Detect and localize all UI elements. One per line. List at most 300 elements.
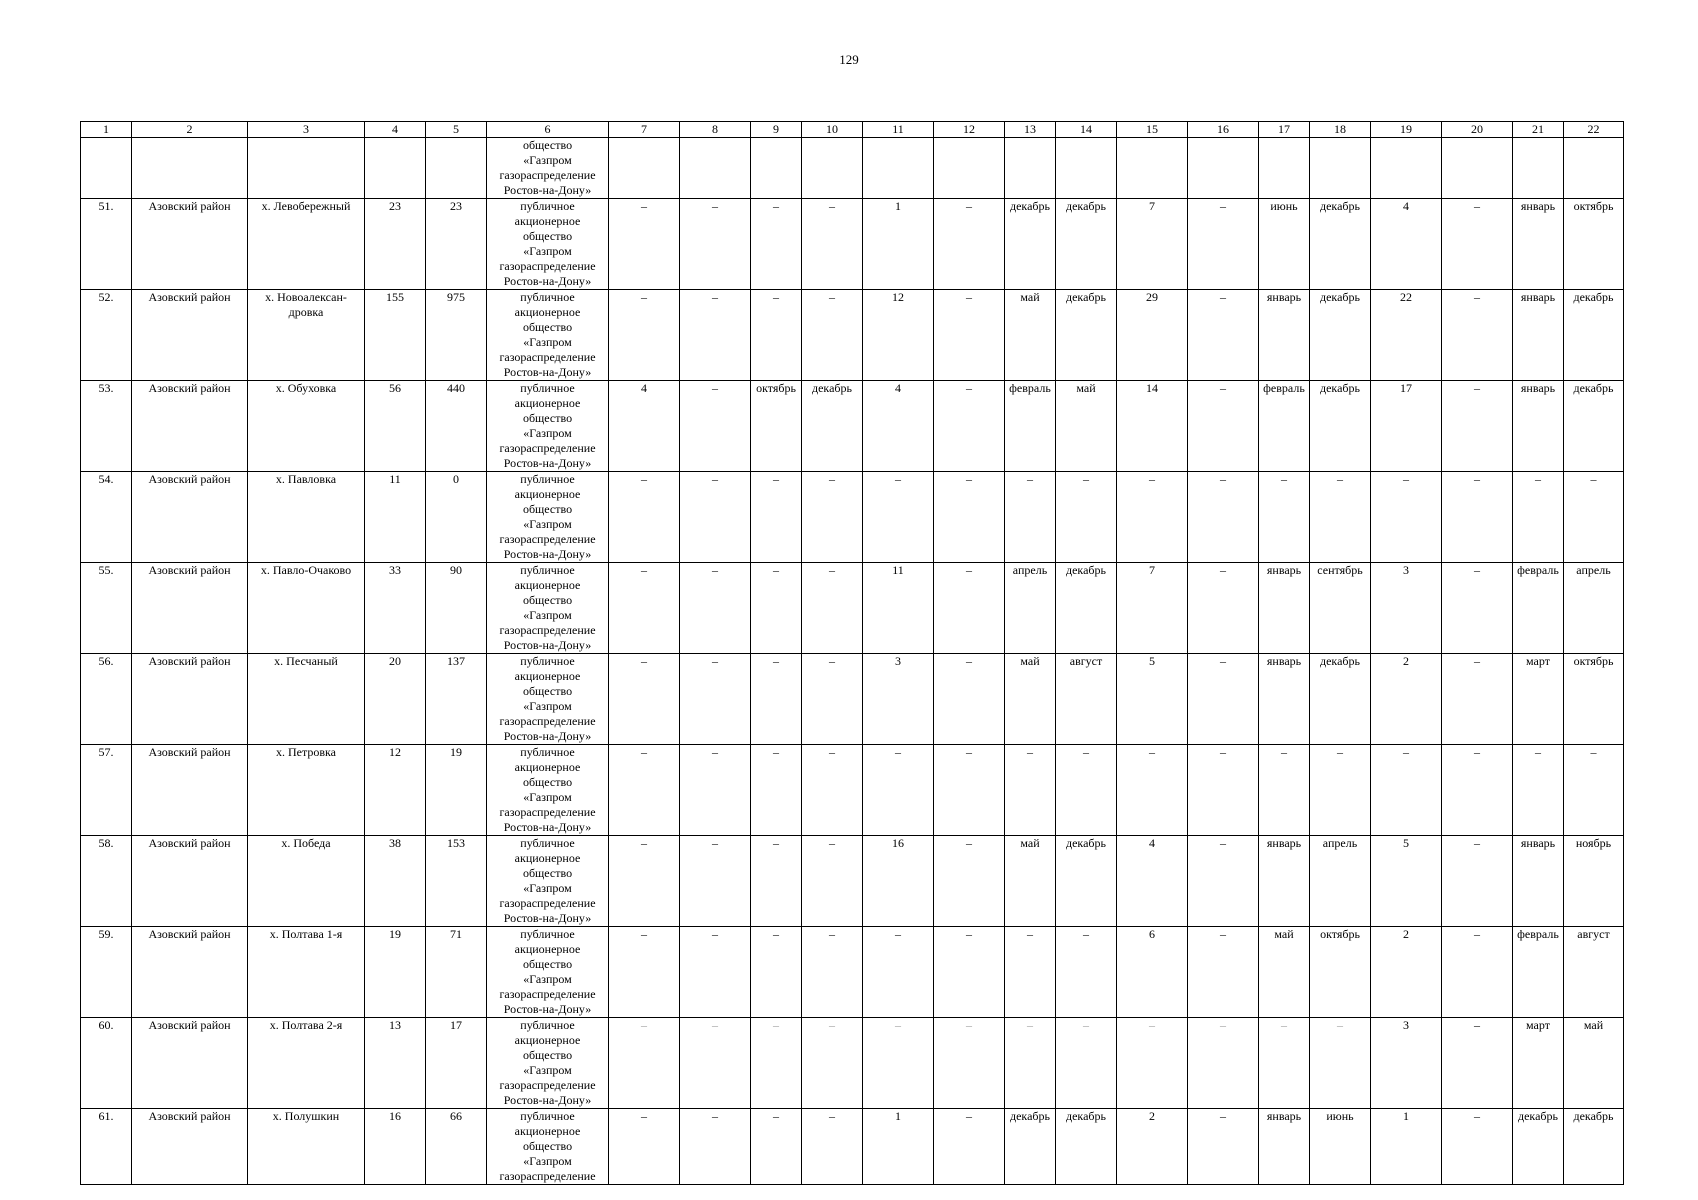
district-cell: Азовский район [132, 1109, 248, 1185]
col20-cell: – [1442, 199, 1513, 290]
org-cell [487, 138, 609, 199]
col22-cell: – [1564, 745, 1624, 836]
col19-cell: 1 [1371, 1109, 1442, 1185]
org-line: акционерное [514, 214, 581, 228]
row-number: 54. [81, 472, 132, 563]
col4-cell: 38 [365, 836, 426, 927]
col5-cell: 23 [426, 199, 487, 290]
district-cell: Азовский район [132, 381, 248, 472]
district-cell: Азовский район [132, 927, 248, 1018]
org-line: «Газпром [523, 1063, 572, 1077]
col7-cell: – [609, 1109, 680, 1185]
col10-cell: – [802, 563, 863, 654]
org-line: Ростов-на-Дону» [503, 638, 592, 652]
column-header: 2 [132, 122, 248, 138]
col11-cell: 1 [863, 199, 934, 290]
col11-cell: 11 [863, 563, 934, 654]
org-line: газораспределение [499, 714, 596, 728]
org-line: «Газпром [523, 699, 572, 713]
col19-cell: 4 [1371, 199, 1442, 290]
table-row [81, 290, 1624, 381]
org-line: общество [522, 593, 573, 607]
org-line: публичное [520, 290, 575, 304]
table-row [81, 199, 1624, 290]
col16-cell: – [1188, 836, 1259, 927]
empty-cell [1259, 138, 1310, 199]
col15-cell: – [1117, 472, 1188, 563]
col10-cell: – [802, 836, 863, 927]
col10-cell: – [802, 472, 863, 563]
col18-cell: декабрь [1310, 290, 1371, 381]
col20-cell: – [1442, 654, 1513, 745]
col9-cell: – [751, 654, 802, 745]
column-header: 22 [1564, 122, 1624, 138]
org-line: акционерное [514, 487, 581, 501]
col13-cell: май [1005, 290, 1056, 381]
empty-cell [426, 138, 487, 199]
district-cell: Азовский район [132, 1018, 248, 1109]
col12-cell: – [934, 836, 1005, 927]
empty-cell [1005, 138, 1056, 199]
col16-cell: – [1188, 563, 1259, 654]
col13-cell: декабрь [1005, 199, 1056, 290]
column-header: 16 [1188, 122, 1259, 138]
col15-cell: 4 [1117, 836, 1188, 927]
col4-cell: 20 [365, 654, 426, 745]
col14-cell: декабрь [1056, 836, 1117, 927]
empty-cell [1117, 138, 1188, 199]
col12-cell: – [934, 1018, 1005, 1109]
col5-cell: 17 [426, 1018, 487, 1109]
col13-cell: февраль [1005, 381, 1056, 472]
col17-cell: январь [1259, 654, 1310, 745]
col4-cell: 155 [365, 290, 426, 381]
column-header: 18 [1310, 122, 1371, 138]
locality-cell: х. Полушкин [248, 1109, 365, 1185]
col19-cell: – [1371, 472, 1442, 563]
col10-cell: – [802, 1109, 863, 1185]
org-line: акционерное [514, 1124, 581, 1138]
col10-cell: – [802, 745, 863, 836]
col19-cell: 2 [1371, 654, 1442, 745]
col12-cell: – [934, 654, 1005, 745]
org-line: газораспределение [499, 623, 596, 637]
col21-cell: – [1513, 745, 1564, 836]
col5-cell: 71 [426, 927, 487, 1018]
column-header: 19 [1371, 122, 1442, 138]
table-row [81, 472, 1624, 563]
locality-cell: х. Обуховка [248, 381, 365, 472]
col13-cell: – [1005, 927, 1056, 1018]
col14-cell: – [1056, 472, 1117, 563]
col11-cell: 12 [863, 290, 934, 381]
col5-cell: 0 [426, 472, 487, 563]
col20-cell: – [1442, 381, 1513, 472]
col10-cell: – [802, 290, 863, 381]
column-header: 21 [1513, 122, 1564, 138]
locality-cell: х. Полтава 1-я [248, 927, 365, 1018]
locality-cell: х. Полтава 2-я [248, 1018, 365, 1109]
org-line: Ростов-на-Дону» [503, 274, 592, 288]
col11-cell: 16 [863, 836, 934, 927]
col16-cell: – [1188, 381, 1259, 472]
col8-cell: – [680, 381, 751, 472]
col21-cell: декабрь [1513, 1109, 1564, 1185]
org-line: общество [522, 775, 573, 789]
page-number: 129 [839, 52, 859, 67]
col21-cell: март [1513, 1018, 1564, 1109]
col19-cell: – [1371, 745, 1442, 836]
col8-cell: – [680, 1109, 751, 1185]
col7-cell: – [609, 199, 680, 290]
locality-cell: х. Победа [248, 836, 365, 927]
col5-cell: 137 [426, 654, 487, 745]
col15-cell: 6 [1117, 927, 1188, 1018]
org-line: публичное [520, 1109, 575, 1123]
col20-cell: – [1442, 472, 1513, 563]
org-line: «Газпром [523, 244, 572, 258]
col7-cell: – [609, 836, 680, 927]
org-line: «Газпром [523, 608, 572, 622]
col12-cell: – [934, 290, 1005, 381]
col16-cell: – [1188, 654, 1259, 745]
col7-cell: – [609, 290, 680, 381]
column-header: 1 [81, 122, 132, 138]
col11-cell: 1 [863, 1109, 934, 1185]
org-line: «Газпром [523, 1154, 572, 1168]
district-cell: Азовский район [132, 836, 248, 927]
org-line: общество [522, 1048, 573, 1062]
col22-cell: ноябрь [1564, 836, 1624, 927]
table-row [81, 1018, 1624, 1109]
col9-cell: – [751, 199, 802, 290]
row-number: 52. [81, 290, 132, 381]
col22-cell: – [1564, 472, 1624, 563]
empty-cell [1310, 138, 1371, 199]
org-line: Ростов-на-Дону» [503, 911, 592, 925]
col12-cell: – [934, 927, 1005, 1018]
col9-cell: – [751, 563, 802, 654]
locality-cell: х. Новоалексан-дровка [248, 290, 365, 381]
col18-cell: – [1310, 472, 1371, 563]
locality-cell: х. Песчаный [248, 654, 365, 745]
col17-cell: – [1259, 1018, 1310, 1109]
org-line: газораспределение [499, 532, 596, 546]
col21-cell: март [1513, 654, 1564, 745]
col21-cell: февраль [1513, 563, 1564, 654]
locality-cell: х. Павловка [248, 472, 365, 563]
org-cell [487, 563, 609, 654]
col8-cell: – [680, 836, 751, 927]
org-line: общество [522, 229, 573, 243]
col13-cell: май [1005, 654, 1056, 745]
col4-cell: 12 [365, 745, 426, 836]
col12-cell: – [934, 563, 1005, 654]
col19-cell: 22 [1371, 290, 1442, 381]
col10-cell: – [802, 199, 863, 290]
org-line: газораспределение [499, 168, 596, 182]
column-header: 8 [680, 122, 751, 138]
table-row [81, 1109, 1624, 1185]
org-line: общество [522, 411, 573, 425]
col13-cell: – [1005, 1018, 1056, 1109]
col16-cell: – [1188, 199, 1259, 290]
org-line: публичное [520, 563, 575, 577]
district-cell: Азовский район [132, 654, 248, 745]
col11-cell: – [863, 927, 934, 1018]
org-line: «Газпром [523, 426, 572, 440]
district-cell: Азовский район [132, 199, 248, 290]
org-line: акционерное [514, 396, 581, 410]
col21-cell: январь [1513, 290, 1564, 381]
col10-cell: декабрь [802, 381, 863, 472]
col20-cell: – [1442, 836, 1513, 927]
org-line: публичное [520, 745, 575, 759]
org-cell [487, 472, 609, 563]
org-line: акционерное [514, 1033, 581, 1047]
table-row [81, 745, 1624, 836]
empty-cell [1188, 138, 1259, 199]
col4-cell: 11 [365, 472, 426, 563]
org-line: публичное [520, 836, 575, 850]
col17-cell: январь [1259, 290, 1310, 381]
col4-cell: 33 [365, 563, 426, 654]
col20-cell: – [1442, 745, 1513, 836]
org-line: «Газпром [523, 335, 572, 349]
empty-cell [802, 138, 863, 199]
column-header: 4 [365, 122, 426, 138]
org-line: акционерное [514, 851, 581, 865]
col4-cell: 23 [365, 199, 426, 290]
col8-cell: – [680, 745, 751, 836]
col7-cell: – [609, 472, 680, 563]
column-header: 15 [1117, 122, 1188, 138]
org-line: «Газпром [523, 881, 572, 895]
column-header: 6 [487, 122, 609, 138]
org-line: «Газпром [523, 153, 572, 167]
col15-cell: – [1117, 745, 1188, 836]
col14-cell: – [1056, 927, 1117, 1018]
col14-cell: – [1056, 745, 1117, 836]
column-header: 17 [1259, 122, 1310, 138]
col14-cell: декабрь [1056, 290, 1117, 381]
col17-cell: январь [1259, 836, 1310, 927]
org-cell [487, 1109, 609, 1185]
org-line: Ростов-на-Дону» [503, 1093, 592, 1107]
col5-cell: 66 [426, 1109, 487, 1185]
org-line: общество [522, 502, 573, 516]
col14-cell: декабрь [1056, 199, 1117, 290]
col15-cell: 14 [1117, 381, 1188, 472]
column-header: 5 [426, 122, 487, 138]
org-line: газораспределение [499, 259, 596, 273]
org-line: общество [522, 684, 573, 698]
table-row [81, 836, 1624, 927]
header-row [81, 122, 1624, 138]
col16-cell: – [1188, 927, 1259, 1018]
col18-cell: декабрь [1310, 381, 1371, 472]
org-cell [487, 654, 609, 745]
col7-cell: – [609, 927, 680, 1018]
locality-cell: х. Павло-Очаково [248, 563, 365, 654]
org-line: газораспределение [499, 896, 596, 910]
col16-cell: – [1188, 1018, 1259, 1109]
col10-cell: – [802, 927, 863, 1018]
col9-cell: – [751, 836, 802, 927]
org-line: Ростов-на-Дону» [503, 365, 592, 379]
org-line: общество [522, 138, 573, 152]
empty-cell [680, 138, 751, 199]
data-table [80, 121, 1624, 1185]
empty-cell [365, 138, 426, 199]
row-number: 55. [81, 563, 132, 654]
col7-cell: – [609, 654, 680, 745]
org-line: газораспределение [499, 987, 596, 1001]
org-line: акционерное [514, 760, 581, 774]
col13-cell: – [1005, 472, 1056, 563]
district-cell: Азовский район [132, 290, 248, 381]
column-header: 20 [1442, 122, 1513, 138]
col8-cell: – [680, 563, 751, 654]
col4-cell: 13 [365, 1018, 426, 1109]
col9-cell: – [751, 1018, 802, 1109]
col20-cell: – [1442, 290, 1513, 381]
org-cell [487, 1018, 609, 1109]
continuation-row [81, 138, 1624, 199]
col18-cell: апрель [1310, 836, 1371, 927]
org-line: Ростов-на-Дону» [503, 729, 592, 743]
col7-cell: 4 [609, 381, 680, 472]
col22-cell: октябрь [1564, 654, 1624, 745]
table-row [81, 563, 1624, 654]
col16-cell: – [1188, 1109, 1259, 1185]
col5-cell: 90 [426, 563, 487, 654]
column-header: 12 [934, 122, 1005, 138]
org-line: газораспределение [499, 1169, 596, 1183]
col4-cell: 19 [365, 927, 426, 1018]
col4-cell: 16 [365, 1109, 426, 1185]
org-line: Ростов-на-Дону» [503, 547, 592, 561]
col19-cell: 2 [1371, 927, 1442, 1018]
col15-cell: 29 [1117, 290, 1188, 381]
col21-cell: – [1513, 472, 1564, 563]
org-line: публичное [520, 927, 575, 941]
org-line: «Газпром [523, 972, 572, 986]
table-row [81, 381, 1624, 472]
row-number: 51. [81, 199, 132, 290]
col17-cell: – [1259, 745, 1310, 836]
col22-cell: октябрь [1564, 199, 1624, 290]
col18-cell: – [1310, 1018, 1371, 1109]
col22-cell: декабрь [1564, 381, 1624, 472]
col16-cell: – [1188, 472, 1259, 563]
row-number: 59. [81, 927, 132, 1018]
column-header: 10 [802, 122, 863, 138]
org-line: газораспределение [499, 350, 596, 364]
org-line: «Газпром [523, 790, 572, 804]
table-body [81, 122, 1624, 1185]
empty-cell [81, 138, 132, 199]
locality-cell: х. Петровка [248, 745, 365, 836]
col22-cell: декабрь [1564, 1109, 1624, 1185]
org-line: Ростов-на-Дону» [503, 1002, 592, 1016]
org-cell [487, 927, 609, 1018]
col14-cell: декабрь [1056, 1109, 1117, 1185]
row-number: 58. [81, 836, 132, 927]
col22-cell: май [1564, 1018, 1624, 1109]
col13-cell: май [1005, 836, 1056, 927]
col9-cell: – [751, 927, 802, 1018]
col14-cell: май [1056, 381, 1117, 472]
empty-cell [1564, 138, 1624, 199]
col17-cell: – [1259, 472, 1310, 563]
col22-cell: декабрь [1564, 290, 1624, 381]
col21-cell: февраль [1513, 927, 1564, 1018]
col5-cell: 153 [426, 836, 487, 927]
col17-cell: июнь [1259, 199, 1310, 290]
col10-cell: – [802, 654, 863, 745]
col21-cell: январь [1513, 381, 1564, 472]
col22-cell: август [1564, 927, 1624, 1018]
column-header: 13 [1005, 122, 1056, 138]
empty-cell [863, 138, 934, 199]
col4-cell: 56 [365, 381, 426, 472]
col7-cell: – [609, 563, 680, 654]
empty-cell [934, 138, 1005, 199]
col12-cell: – [934, 472, 1005, 563]
org-line: акционерное [514, 305, 581, 319]
empty-cell [248, 138, 365, 199]
col5-cell: 975 [426, 290, 487, 381]
district-cell: Азовский район [132, 745, 248, 836]
org-cell [487, 381, 609, 472]
col10-cell: – [802, 1018, 863, 1109]
col5-cell: 440 [426, 381, 487, 472]
col21-cell: январь [1513, 199, 1564, 290]
col11-cell: – [863, 1018, 934, 1109]
empty-cell [1371, 138, 1442, 199]
col16-cell: – [1188, 745, 1259, 836]
district-cell: Азовский район [132, 563, 248, 654]
col7-cell: – [609, 1018, 680, 1109]
org-line: публичное [520, 199, 575, 213]
org-line: Ростов-на-Дону» [503, 183, 592, 197]
org-line: публичное [520, 472, 575, 486]
col12-cell: – [934, 381, 1005, 472]
row-number: 61. [81, 1109, 132, 1185]
org-line: публичное [520, 381, 575, 395]
col15-cell: – [1117, 1018, 1188, 1109]
column-header: 7 [609, 122, 680, 138]
org-cell [487, 290, 609, 381]
row-number: 57. [81, 745, 132, 836]
col9-cell: – [751, 472, 802, 563]
column-header: 14 [1056, 122, 1117, 138]
org-line: газораспределение [499, 1078, 596, 1092]
col9-cell: – [751, 290, 802, 381]
col19-cell: 3 [1371, 563, 1442, 654]
col14-cell: – [1056, 1018, 1117, 1109]
col5-cell: 19 [426, 745, 487, 836]
column-header: 9 [751, 122, 802, 138]
col11-cell: 3 [863, 654, 934, 745]
row-number: 53. [81, 381, 132, 472]
col18-cell: сентябрь [1310, 563, 1371, 654]
org-line: газораспределение [499, 805, 596, 819]
col21-cell: январь [1513, 836, 1564, 927]
col12-cell: – [934, 745, 1005, 836]
row-number: 56. [81, 654, 132, 745]
